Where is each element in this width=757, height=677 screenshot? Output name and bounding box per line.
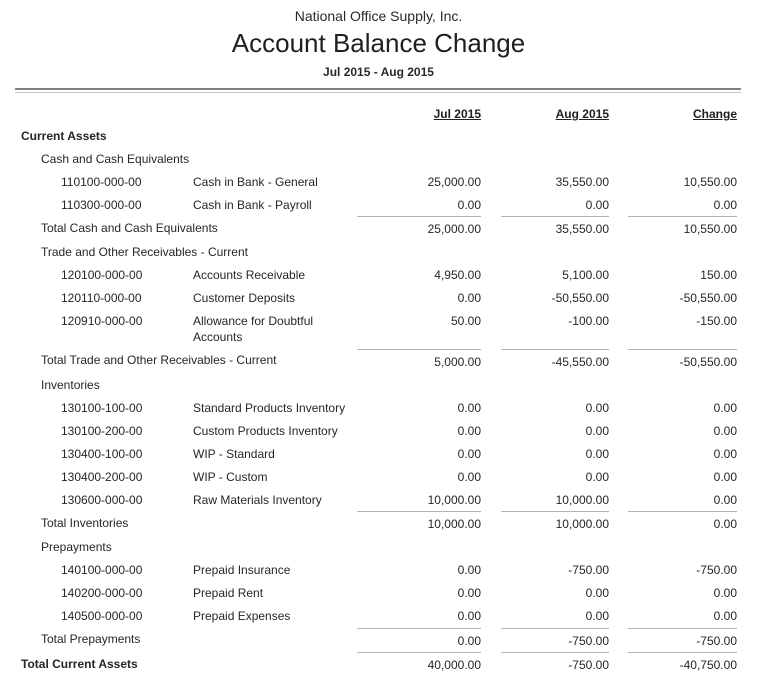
- account-code: 130100-100-00: [61, 400, 143, 415]
- amount-change-cell: 0.00: [713, 469, 737, 484]
- section-total-row: [15, 511, 757, 536]
- account-label-cell: [15, 488, 357, 511]
- amount-aug-cell: 35,550.00: [501, 216, 609, 241]
- account-description: Standard Products Inventory: [193, 400, 346, 415]
- account-description: WIP - Standard: [193, 446, 275, 461]
- account-description: Cash in Bank - Payroll: [193, 197, 312, 212]
- account-code: 120110-000-00: [61, 291, 142, 305]
- amount-aug-cell: 10,000.00: [555, 492, 609, 507]
- account-row: [15, 310, 757, 349]
- account-description: Prepaid Expenses: [193, 609, 291, 623]
- account-code: 140100-000-00: [61, 563, 143, 577]
- amount-aug-cell: -45,550.00: [501, 349, 609, 374]
- account-code: 110300-000-00: [61, 197, 142, 212]
- amount-change-cell: 150.00: [700, 268, 737, 282]
- account-code: 130600-000-00: [61, 492, 143, 507]
- amount-change-cell: 0.00: [628, 511, 737, 536]
- section-total-label: Total Prepayments: [41, 632, 141, 646]
- amount-change-cell: 10,550.00: [683, 174, 737, 189]
- section-total-label: Total Cash and Cash Equivalents: [41, 220, 218, 235]
- amount-change-cell: -40,750.00: [628, 652, 737, 677]
- amount-jul-cell: 0.00: [457, 469, 481, 484]
- account-code: 130400-200-00: [61, 469, 143, 484]
- section-header-row: [15, 373, 757, 396]
- amount-change-cell: 10,550.00: [628, 216, 737, 241]
- amount-aug-cell: -750.00: [568, 563, 609, 577]
- amount-aug-cell: -750.00: [501, 628, 609, 653]
- account-description: Accounts Receivable: [193, 268, 306, 282]
- amount-aug-cell: 0.00: [585, 586, 609, 600]
- account-code: 140200-000-00: [61, 586, 143, 600]
- group-label: Current Assets: [21, 128, 107, 143]
- column-header-cell: [501, 104, 609, 124]
- report-header: [0, 0, 757, 79]
- account-row: [15, 559, 757, 582]
- amount-jul-cell: 25,000.00: [427, 174, 481, 189]
- section-total-row: [15, 628, 757, 653]
- account-row: [15, 193, 757, 216]
- amount-change-cell: -150.00: [696, 314, 737, 328]
- account-label-cell: [15, 442, 357, 465]
- amount-change-cell: 0.00: [713, 446, 737, 461]
- amount-jul-cell: 10,000.00: [427, 492, 481, 507]
- account-label-cell: [15, 170, 357, 193]
- column-header-jul-2015[interactable]: Jul 2015: [433, 107, 481, 121]
- amount-aug-cell: -100.00: [568, 314, 609, 328]
- account-description: Cash in Bank - General: [193, 174, 318, 189]
- amount-jul-cell: 40,000.00: [357, 652, 481, 677]
- amount-jul-cell: 50.00: [450, 314, 481, 328]
- account-row: [15, 396, 757, 419]
- account-label-cell: [15, 396, 357, 419]
- account-row: [15, 582, 757, 605]
- account-row: [15, 488, 757, 511]
- section-label: Inventories: [41, 377, 100, 392]
- account-label-cell: [15, 605, 357, 628]
- section-total-row: [15, 349, 757, 374]
- amount-change-cell: -750.00: [696, 563, 737, 577]
- account-row: [15, 442, 757, 465]
- amount-jul-cell: 10,000.00: [357, 511, 481, 536]
- account-label-cell: [15, 264, 357, 287]
- account-row: [15, 170, 757, 193]
- section-header-row: [15, 241, 757, 264]
- amount-aug-cell: 0.00: [585, 423, 609, 438]
- amount-change-cell: -750.00: [628, 628, 737, 653]
- amount-jul-cell: 0.00: [457, 400, 481, 415]
- account-row: [15, 419, 757, 442]
- account-code: 120910-000-00: [61, 314, 143, 328]
- column-header-aug-2015[interactable]: Aug 2015: [555, 107, 609, 121]
- amount-jul-cell: 0.00: [457, 446, 481, 461]
- section-header-row: [15, 147, 757, 170]
- account-code: 130400-100-00: [61, 446, 143, 461]
- amount-jul-cell: 25,000.00: [357, 216, 481, 241]
- page-title: Account Balance Change: [231, 28, 526, 58]
- amount-change-cell: 0.00: [713, 492, 737, 507]
- account-label-cell: [15, 287, 357, 310]
- amount-jul-cell: 0.00: [457, 586, 481, 600]
- section-label: Trade and Other Receivables - Current: [41, 245, 248, 259]
- amount-aug-cell: 0.00: [585, 446, 609, 461]
- report-body: [15, 124, 757, 677]
- section-label: Cash and Cash Equivalents: [41, 151, 190, 166]
- account-description: Custom Products Inventory: [193, 423, 338, 438]
- amount-jul-cell: 0.00: [357, 628, 481, 653]
- column-header-cell: [628, 104, 737, 124]
- amount-aug-cell: 5,100.00: [562, 268, 609, 282]
- amount-jul-cell: 5,000.00: [357, 349, 481, 374]
- amount-change-cell: 0.00: [713, 423, 737, 438]
- column-header-row: [15, 104, 757, 124]
- amount-change-cell: -50,550.00: [679, 291, 737, 305]
- amount-aug-cell: 0.00: [585, 400, 609, 415]
- amount-jul-cell: 0.00: [457, 291, 481, 305]
- group-total-label: Total Current Assets: [21, 656, 138, 671]
- account-label-cell: [15, 193, 357, 216]
- amount-aug-cell: -750.00: [501, 652, 609, 677]
- account-code: 130100-200-00: [61, 423, 143, 438]
- section-label: Prepayments: [41, 540, 112, 554]
- account-row: [15, 264, 757, 287]
- section-header-row: [15, 536, 757, 559]
- group-total-row: [15, 652, 757, 677]
- report-period: Jul 2015 - Aug 2015: [323, 65, 434, 79]
- account-label-cell: [15, 310, 357, 349]
- amount-aug-cell: 0.00: [585, 197, 609, 212]
- account-code: 140500-000-00: [61, 609, 143, 623]
- account-description: WIP - Custom: [193, 469, 268, 484]
- amount-aug-cell: 0.00: [585, 609, 609, 623]
- amount-jul-cell: 0.00: [457, 197, 481, 212]
- amount-change-cell: 0.00: [713, 586, 737, 600]
- account-label-cell: [15, 465, 357, 488]
- amount-aug-cell: 10,000.00: [501, 511, 609, 536]
- section-total-row: [15, 216, 757, 241]
- account-row: [15, 465, 757, 488]
- account-description: Prepaid Insurance: [193, 563, 291, 577]
- amount-jul-cell: 4,950.00: [434, 268, 481, 282]
- column-header-cell: [357, 104, 481, 124]
- group-header-row: [15, 124, 757, 147]
- amount-aug-cell: 0.00: [585, 469, 609, 484]
- account-label-cell: [15, 582, 357, 605]
- amount-change-cell: 0.00: [713, 197, 737, 212]
- amount-change-cell: 0.00: [713, 609, 737, 623]
- account-label-cell: [15, 419, 357, 442]
- account-description: Allowance for Doubtful Accounts: [193, 314, 314, 344]
- account-row: [15, 605, 757, 628]
- amount-change-cell: 0.00: [713, 400, 737, 415]
- section-total-label: Total Inventories: [41, 515, 129, 530]
- column-header-change[interactable]: Change: [692, 107, 737, 121]
- account-description: Prepaid Rent: [193, 586, 264, 600]
- amount-jul-cell: 0.00: [457, 609, 481, 623]
- account-description: Customer Deposits: [193, 291, 296, 305]
- company-name: National Office Supply, Inc.: [294, 8, 463, 24]
- account-code: 110100-000-00: [61, 174, 142, 189]
- account-row: [15, 287, 757, 310]
- account-description: Raw Materials Inventory: [193, 492, 322, 507]
- report-table: [0, 104, 757, 677]
- amount-aug-cell: -50,550.00: [551, 291, 609, 305]
- amount-jul-cell: 0.00: [457, 563, 481, 577]
- amount-change-cell: -50,550.00: [628, 349, 737, 374]
- account-label-cell: [15, 559, 357, 582]
- header-double-rule: [15, 88, 741, 93]
- amount-jul-cell: 0.00: [457, 423, 481, 438]
- account-code: 120100-000-00: [61, 268, 143, 282]
- section-total-label: Total Trade and Other Receivables - Current: [41, 353, 277, 367]
- amount-aug-cell: 35,550.00: [555, 174, 609, 189]
